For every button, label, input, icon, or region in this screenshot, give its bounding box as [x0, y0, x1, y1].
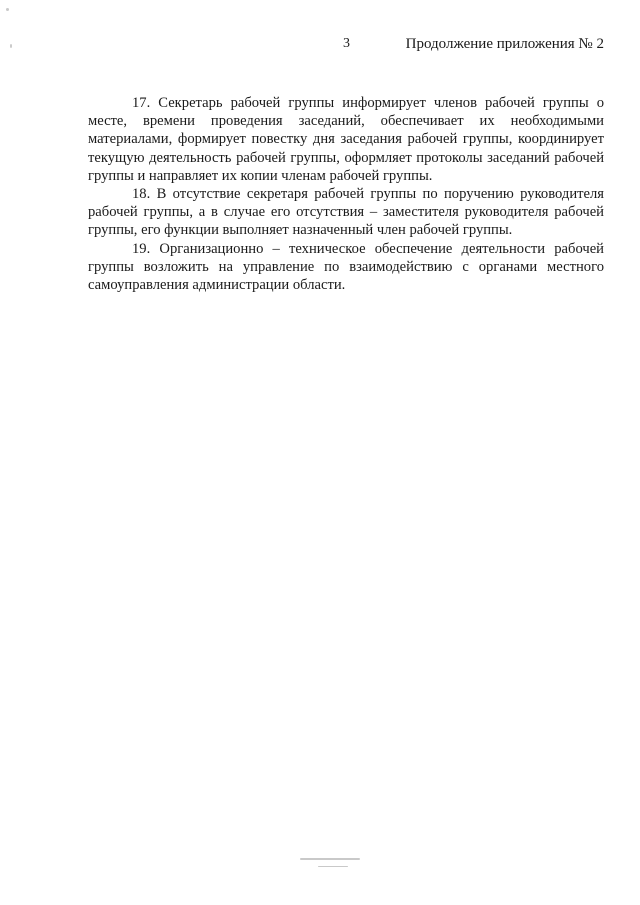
scan-speckle	[318, 866, 348, 867]
paragraph-19: 19. Организационно – техническое обеспечение деятельности рабочей группы возложить на управление по взаимодействию с органами местного самоуправления администрации области.	[88, 240, 604, 294]
scan-speckle	[300, 858, 360, 860]
document-body	[88, 94, 604, 294]
appendix-continuation-label: Продолжение приложения № 2	[405, 36, 604, 52]
scan-speckle	[6, 8, 9, 11]
paragraph-17: 17. Секретарь рабочей группы информирует членов рабочей группы о месте, времени проведения заседаний, обеспечивает их необходимыми материалами, формирует повестку дня заседания рабочей группы, координирует текущую деятельность рабочей группы, оформляет протоколы заседаний рабочей группы и направляет их копии членам рабочей группы.	[88, 95, 604, 184]
scan-speckle	[10, 44, 12, 48]
page-number: 3	[343, 36, 350, 51]
paragraph-18: 18. В отсутствие секретаря рабочей группы по поручению руководителя рабочей группы, а в случае его отсутствия – заместителя руководителя рабочей группы, его функции выполняет назначенный член рабочей группы.	[88, 186, 604, 239]
